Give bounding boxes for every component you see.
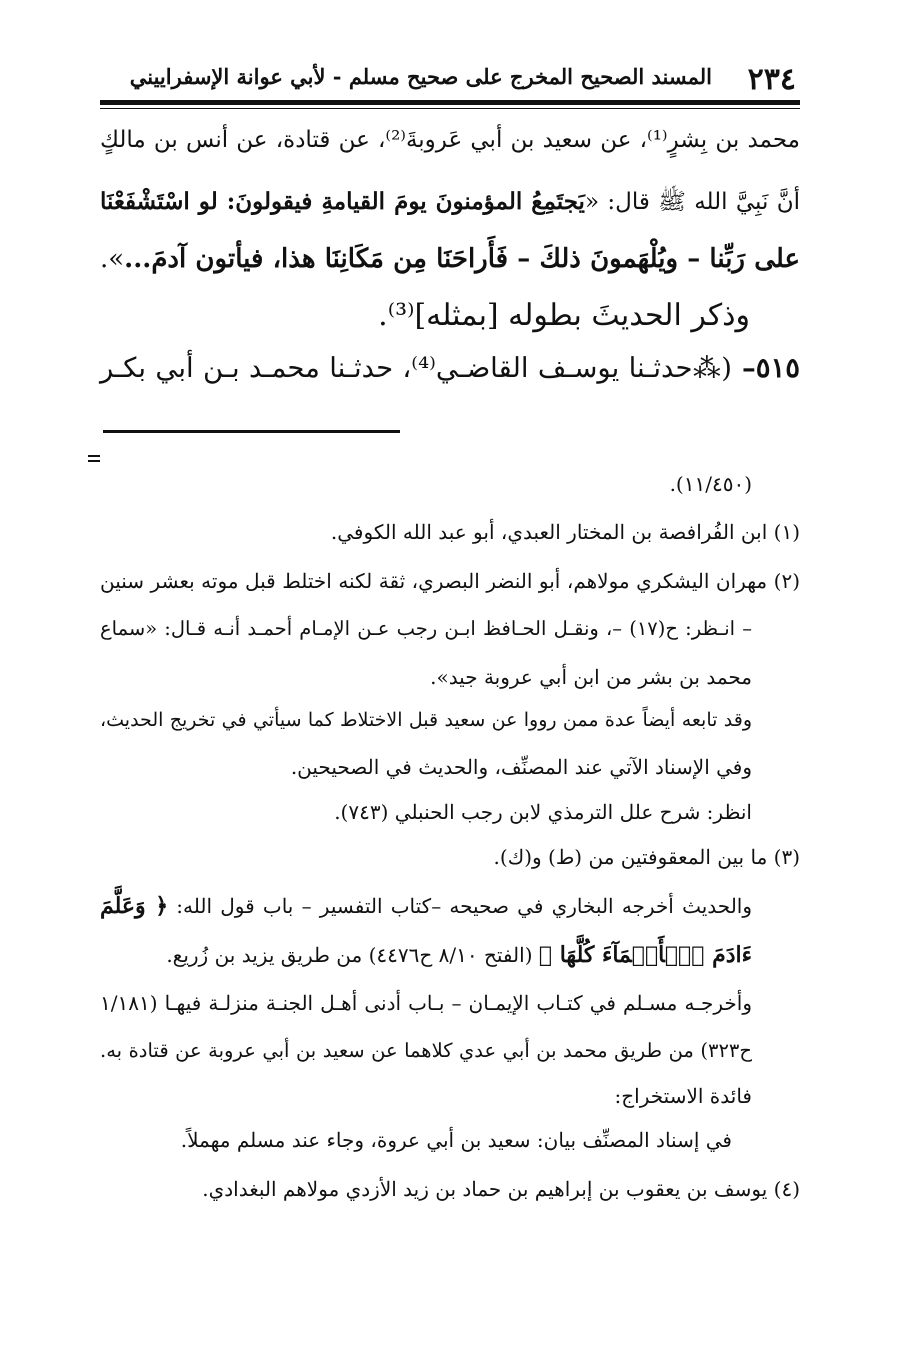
footnote-continuation-mark (88, 455, 100, 457)
footnote-3-fath: (الفتح ٨/١٠ ح٤٤٧٦) من طريق يزيد بن زُريع. (166, 943, 539, 967)
footnote-3-line-2 (100, 893, 752, 919)
main-text-line-3 (100, 244, 800, 274)
footnote-3-line-1: (٣) ما بين المعقوفتين من (ط) و(ك). (493, 845, 800, 869)
footnote-3-line-7: في إسناد المصنِّف بيان: سعيد بن أبي عروة، وجاء عند مسلم مهملاً. (180, 1128, 732, 1152)
main-text-line-4: وذكر الحديثَ بطوله [بمثله]⁽³⁾. (378, 298, 750, 333)
footnote-3-line-4: وأخرجـه مسـلم في كتـاب الإيمـان – بـاب أدنى أهـل الجنـة منزلـة فيهـا (١/١٨١ (100, 991, 752, 1015)
page-number: ٢٣٤ (747, 62, 796, 97)
hadith-matn-start: يَجتَمِعُ المؤمنونَ يومَ القيامةِ فيقولونَ: لو اسْتَشْفَعْنَا (100, 188, 585, 215)
footnote-2-line-4: وقد تابعه أيضاً عدة ممن رووا عن سعيد قبل الاختلاط كما سيأتي في تخريج الحديث، (100, 709, 752, 731)
footnote-3-line-5: ح٣٢٣) من طريق محمد بن أبي عدي كلاهما عن سعيد بن أبي عروبة عن قتادة به. (100, 1039, 752, 1062)
page-header (100, 60, 800, 100)
footnote-2-line-5: وفي الإسناد الآتي عند المصنِّف، والحديث في الصحيحين. (290, 755, 752, 779)
hadith-number: ٥١٥– (741, 352, 800, 384)
footnote-3-line-3 (100, 942, 752, 968)
footnote-4: (٤) يوسف بن يعقوب بن إبراهيم بن حماد بن زيد الأزدي مولاهم البغدادي. (202, 1177, 800, 1201)
quote-close: ». (100, 244, 125, 274)
main-text-line-2-intro: أنَّ نَبِيَّ الله ﷺ قال: « (584, 189, 800, 215)
quran-verse-end: ءَادَمَ ٱلۡأَسۡمَآءَ كُلَّهَا ﴾ (538, 942, 752, 968)
footnote-3-line-6: فائدة الاستخراج: (614, 1084, 752, 1108)
footnote-2-line-2: – انـظر: ح(١٧) –، ونقـل الحـافظ ابـن رجب عـن الإمـام أحمـد أنـه قـال: «سماع (100, 617, 752, 640)
footnote-continuation-mark-2 (88, 460, 100, 462)
main-text-line-1: محمد بن بِشرٍ⁽¹⁾، عن سعيد بن أبي عَروبةَ⁽²⁾، عن قتادة، عن أنس بن مالكٍ (100, 127, 800, 153)
hadith-matn-end: على رَبِّنا – ويُلْهَمونَ ذلكَ – فَأَراحَنَا مِن مَكَانِنَا هذا، فيأتون آدمَ... (124, 244, 800, 274)
main-text-line-2 (100, 187, 800, 221)
footnote-2-line-3: محمد بن بشر من ابن أبي عروبة جيد». (430, 665, 752, 689)
footnote-2-line-6: انظر: شرح علل الترمذي لابن رجب الحنبلي (٧٤٣). (334, 800, 752, 824)
footnote-2-line-1: (٢) مهران اليشكري مولاهم، أبو النضر البصري، ثقة لكنه اختلط قبل موته بعشر سنين (100, 569, 800, 593)
main-text-line-5 (100, 352, 800, 384)
header-rule-thin (100, 108, 800, 109)
header-rule-thick (100, 100, 800, 105)
footnote-separator (103, 430, 400, 433)
running-title: المسند الصحيح المخرج على صحيح مسلم - لأبي عوانة الإسفراييني (129, 64, 712, 89)
quran-verse-start: ﴿ وَعَلَّمَ (100, 893, 169, 919)
footnote-continuation: (١١/٤٥٠). (669, 472, 752, 496)
footnote-3-bukhari: والحديث أخرجه البخاري في صحيحه –كتاب التفسير – باب قول الله: (168, 894, 753, 918)
footnote-1: (١) ابن الفُرافصة بن المختار العبدي، أبو عبد الله الكوفي. (330, 520, 800, 544)
isnad-text: (⁂حدثـنا يوسـف القاضـي⁽⁴⁾، حدثـنا محمـد بـن أبي بكـر (100, 352, 732, 384)
